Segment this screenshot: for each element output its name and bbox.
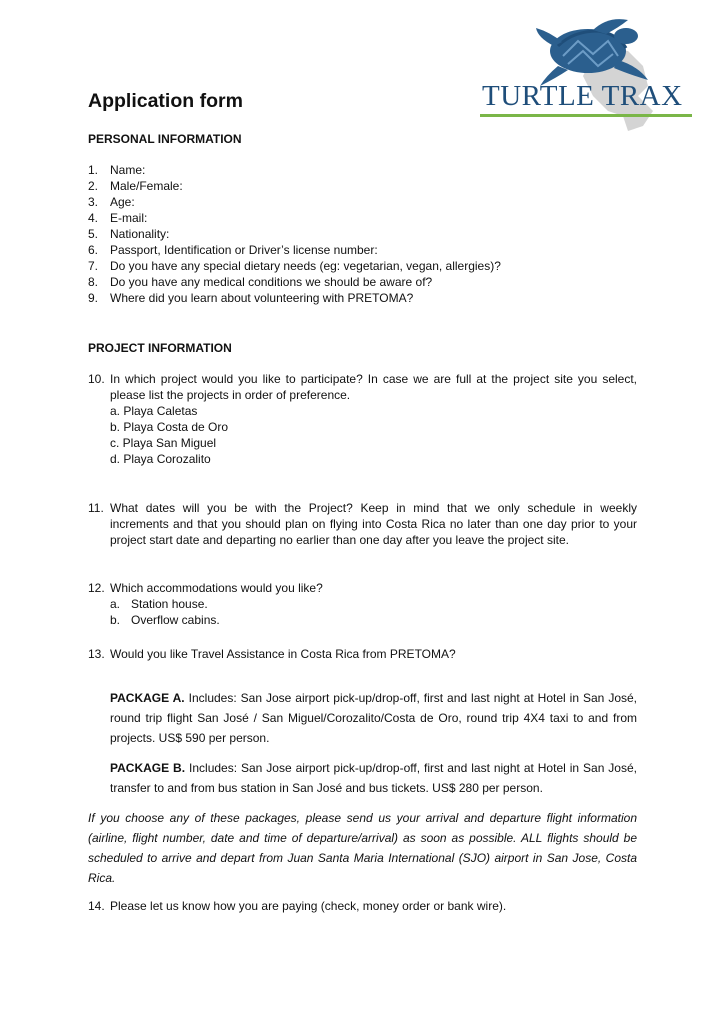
item-number: 3. [88, 195, 99, 209]
section-heading-personal: PERSONAL INFORMATION [88, 132, 242, 146]
item-text: Age: [110, 195, 135, 209]
package-b [110, 758, 637, 798]
flight-info-note [88, 808, 637, 888]
item-number: 7. [88, 259, 99, 273]
question-number: 10. [88, 372, 105, 386]
question-text: In which project would you like to participate? In case we are full at the project site you select, [110, 372, 637, 386]
package-b-label: PACKAGE B. [110, 761, 186, 775]
option-item: a. Playa Caletas [110, 404, 198, 418]
question-number: 12. [88, 581, 105, 595]
question-text: Which accommodations would you like? [110, 581, 323, 595]
item-number: 8. [88, 275, 99, 289]
package-a-text: Includes: San Jose airport pick-up/drop-off, first and last night at Hotel in San José, [188, 691, 637, 705]
package-b-text: Includes: San Jose airport pick-up/drop-off, first and last night at Hotel in San José, [189, 761, 637, 775]
option-item: Overflow cabins. [131, 613, 220, 627]
package-b-line [110, 758, 637, 778]
question-text: Please let us know how you are paying (check, money order or bank wire). [110, 899, 507, 913]
item-text: Male/Female: [110, 179, 183, 193]
item-text: Nationality: [110, 227, 170, 241]
question-text: increments and that you should plan on flying into Costa Rica no later than one day prior to your [110, 517, 637, 531]
package-b-text: transfer to and from bus station in San José and bus tickets. US$ 280 per person. [110, 781, 543, 795]
option-letter: a. [110, 597, 121, 611]
question-text: What dates will you be with the Project? Keep in mind that we only schedule in weekly [110, 501, 637, 515]
item-text: E-mail: [110, 211, 148, 225]
item-number: 6. [88, 243, 99, 257]
section-heading-project: PROJECT INFORMATION [88, 341, 232, 355]
question-number: 13. [88, 647, 105, 661]
package-a-text: round trip flight San José / San Miguel/Corozalito/Costa de Oro, round trip 4X4 taxi to and from [110, 711, 637, 725]
question-number: 11. [88, 501, 104, 515]
question-text: project start date and departing no earlier than one day after you leave the project site. [110, 533, 569, 547]
item-number: 4. [88, 211, 99, 225]
note-line: (airline, flight number, date and time of departure/arrival) as soon as possible. ALL flights should be [88, 831, 637, 845]
package-a [110, 688, 637, 748]
option-item: c. Playa San Miguel [110, 436, 217, 450]
package-a-line [110, 688, 637, 708]
option-item: d. Playa Corozalito [110, 452, 211, 466]
item-number: 2. [88, 179, 99, 193]
item-text: Passport, Identification or Driver’s license number: [110, 243, 378, 257]
logo-text: TURTLE TRAX [482, 80, 683, 112]
item-text: Name: [110, 163, 146, 177]
package-a-text: projects. US$ 590 per person. [110, 731, 270, 745]
note-line: If you choose any of these packages, please send us your arrival and departure flight information [88, 811, 637, 825]
page-title: Application form [88, 90, 243, 112]
option-item: b. Playa Costa de Oro [110, 420, 229, 434]
item-text: Do you have any special dietary needs (eg: vegetarian, vegan, allergies)? [110, 259, 501, 273]
note-line: Rica. [88, 871, 116, 885]
question-text: please list the projects in order of preference. [110, 388, 351, 402]
question-text: Would you like Travel Assistance in Costa Rica from PRETOMA? [110, 647, 456, 661]
option-item: Station house. [131, 597, 208, 611]
item-number: 9. [88, 291, 99, 305]
item-text: Where did you learn about volunteering with PRETOMA? [110, 291, 414, 305]
item-number: 1. [88, 163, 99, 177]
note-line: scheduled to arrive and depart from Juan Santa Maria International (SJO) airport in San Jose, Costa [88, 851, 637, 865]
turtle-icon [478, 16, 698, 136]
item-text: Do you have any medical conditions we should be aware of? [110, 275, 433, 289]
option-letter: b. [110, 613, 121, 627]
turtle-trax-logo [478, 16, 698, 136]
item-number: 5. [88, 227, 99, 241]
package-a-label: PACKAGE A. [110, 691, 185, 705]
question-number: 14. [88, 899, 105, 913]
